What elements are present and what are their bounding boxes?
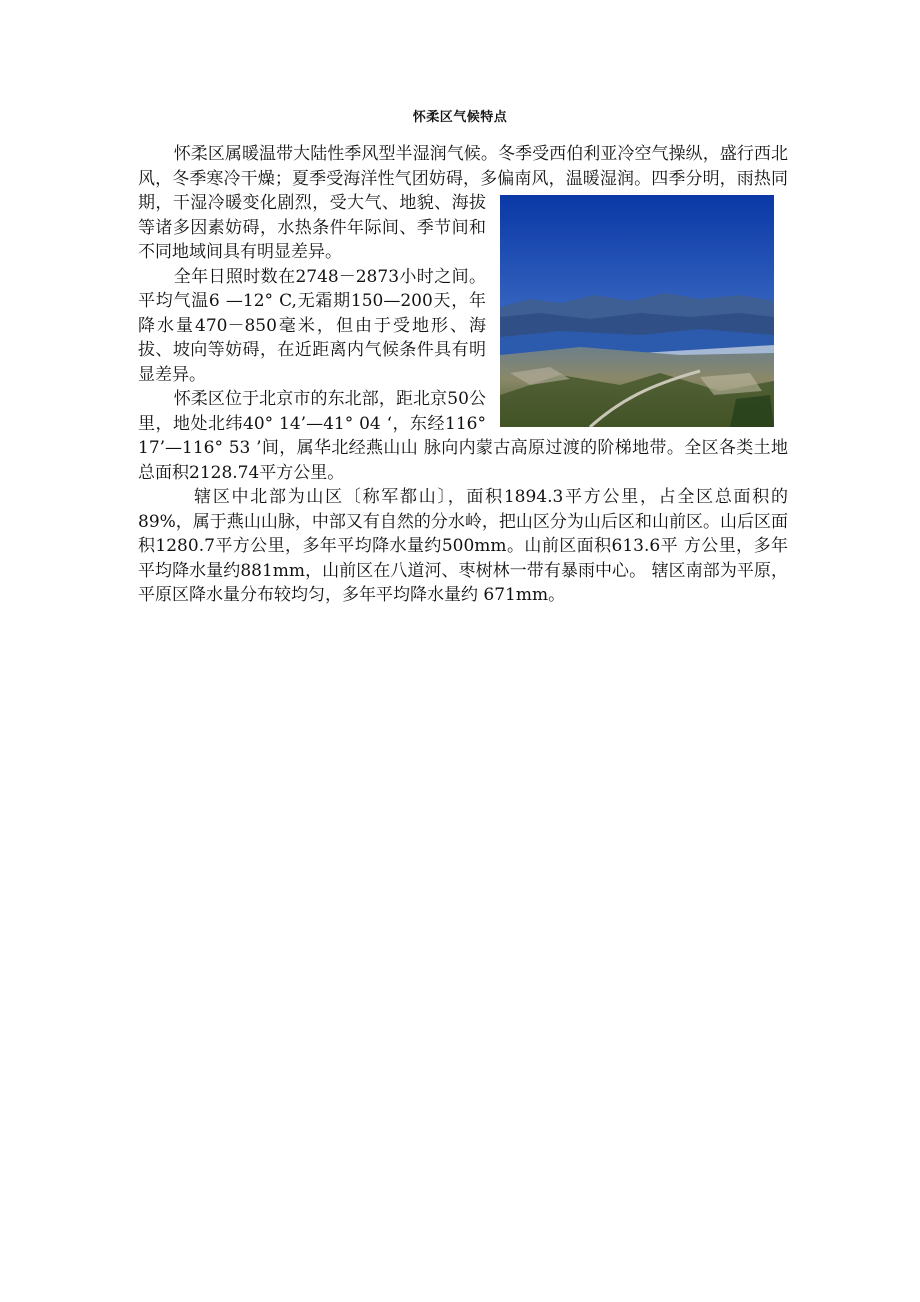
document-body (138, 142, 788, 608)
document-title: 怀柔区气候特点 (412, 110, 508, 125)
landscape-photo (500, 195, 774, 427)
paragraph-climate-overview-rest: 分明，雨热同期，干湿冷暖变化剧烈，受大气、地貌、海拔等诸多因素妨碍，水热条件年际间、季节间和不同地域间具有明显差异。 (138, 168, 789, 262)
paragraph-location: 怀柔区位于北京市的东北部，距北京50公里，地处北纬40° 14’—41° 04 ‘，东经116° 17’—116° 53 ’间，属华北经燕山山 脉向内蒙古高原过渡的阶梯地带。全区各类土地总面积2128.74平方公里。 (138, 389, 788, 483)
paragraph-sunshine-text: 全年日照时数在2748－2873小时之间。平均气温6 —12° C,无霜期150—200天，年降水量470－850毫米，但由于受地形、海拔、坡向等妨碍，在近距离内气候条件具有明显差异。 (138, 266, 486, 385)
paragraph-climate-overview-lead: 怀柔区属暖温带大陆性季风型半湿润气候。冬季受西伯利亚冷空气操纵，盛行西北风，冬季寒冷干燥；夏季受海洋性气团妨碍，多偏南风，温暖湿润。四季 (138, 144, 788, 189)
paragraph-terrain-rainfall: 辖区中北部为山区〔称军都山〕，面积1894.3平方公里，占全区总面积的 89%，属于燕山山脉，中部又有自然的分水岭，把山区分为山后区和山前区。山后区面积1280.7平方公里，多年平均降水量约500mm。山前区面积613.6平 方公里，多年平均降水量约881mm，山前区在八道河、枣树林一带有暴雨中心。 辖区南部为平原，平原区降水量分布较均匀，多年平均降水量约 671mm。 (138, 487, 788, 605)
paragraph-climate-overview (138, 142, 788, 265)
